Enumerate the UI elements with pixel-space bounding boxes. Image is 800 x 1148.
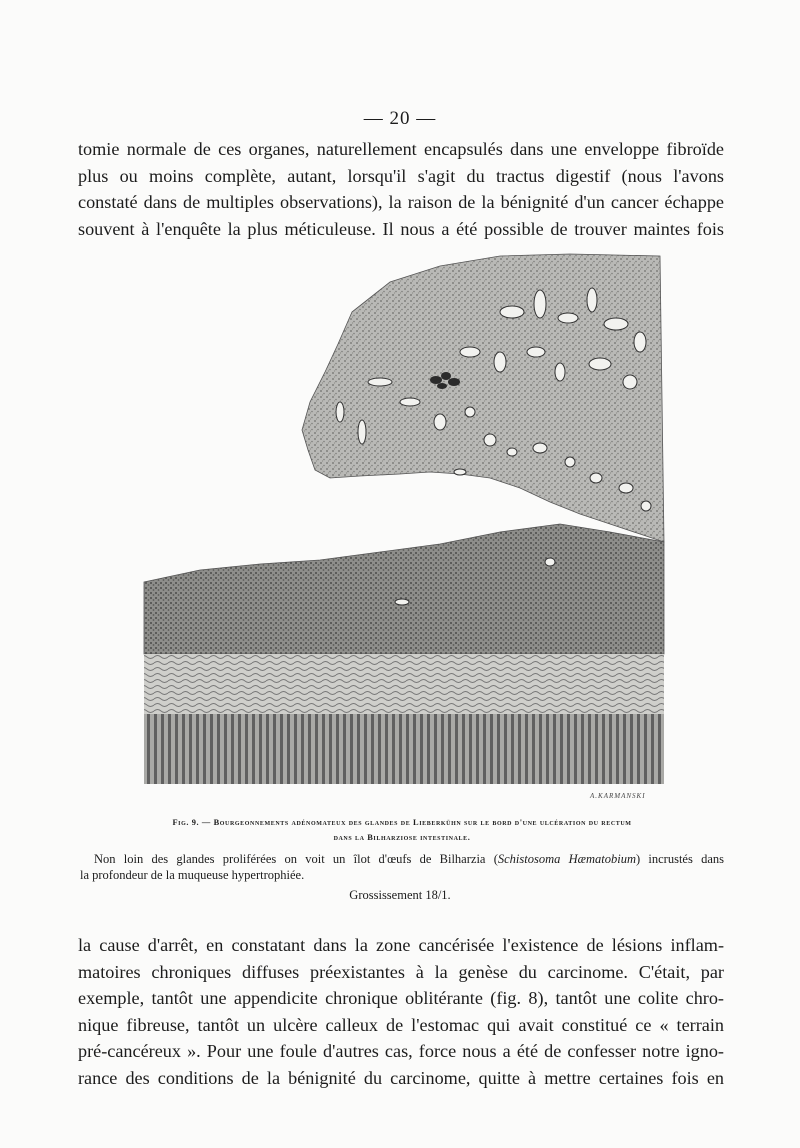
muscular-layer (144, 714, 664, 784)
text-line: matoires chroniques diffuses préexistantes à la genèse du carcinome. C'était, par (78, 961, 724, 982)
text-line: plus ou moins complète, autant, lorsqu'il s'agit du tractus digestif (nous l'avons (78, 165, 724, 186)
text-line: souvent à l'enquête la plus méticuleuse. Il nous a été possible de trouver maintes fois (78, 218, 724, 239)
text-line: nique fibreuse, tantôt un ulcère calleux de l'estomac qui avait constitué ce « terrain (78, 1014, 724, 1035)
caption-title-line: dans la Bilharziose intestinale. (333, 833, 471, 842)
caption-title-line: Fig. 9. — Bourgeonnements adénomateux des glandes de Lieberkühn sur le bord d'une ulcération du rectum (172, 818, 632, 827)
text-line: constaté dans de multiples observations), la raison de la bénignité d'un cancer échappe (78, 192, 724, 212)
text-line: tomie normale de ces organes, naturellement encapsulés dans une enveloppe fibroïde (78, 139, 724, 159)
submucosa-layer (144, 654, 664, 714)
magnification-note: Grossissement 18/1. (349, 888, 451, 902)
species-name: Schistosoma Hæmatobium (497, 852, 636, 866)
mucosa-band (144, 524, 664, 654)
histology-figure (140, 252, 668, 798)
histology-illustration (140, 252, 668, 798)
engraver-signature: A.KARMANSKI (590, 792, 646, 800)
caption-text-part: ) incrustés dans (635, 852, 724, 866)
paragraph-bottom (78, 932, 724, 1091)
caption-text-part: Non loin des glandes proliférées on voit un îlot d'œufs de Bilharzia ( (94, 852, 498, 866)
caption-text-line (80, 851, 724, 867)
caption-text-line: la profondeur de la muqueuse hypertrophiée. (80, 868, 305, 882)
text-line: exemple, tantôt une appendicite chronique oblitérante (fig. 8), tantôt une colite chro- (78, 988, 724, 1008)
figure-caption-text (80, 851, 724, 883)
paragraph-top (78, 136, 724, 242)
page-number: — 20 — (363, 108, 437, 129)
polyp-mass (302, 254, 664, 542)
text-line: rance des conditions de la bénignité du carcinome, quitte à mettre certaines fois en (78, 1067, 724, 1088)
figure-caption-title (80, 815, 724, 845)
text-line: la cause d'arrêt, en constatant dans la zone cancérisée l'existence de lésions inflam- (78, 935, 724, 955)
text-line: pré-cancéreux ». Pour une foule d'autres cas, force nous a été de confesser notre igno- (78, 1041, 724, 1061)
